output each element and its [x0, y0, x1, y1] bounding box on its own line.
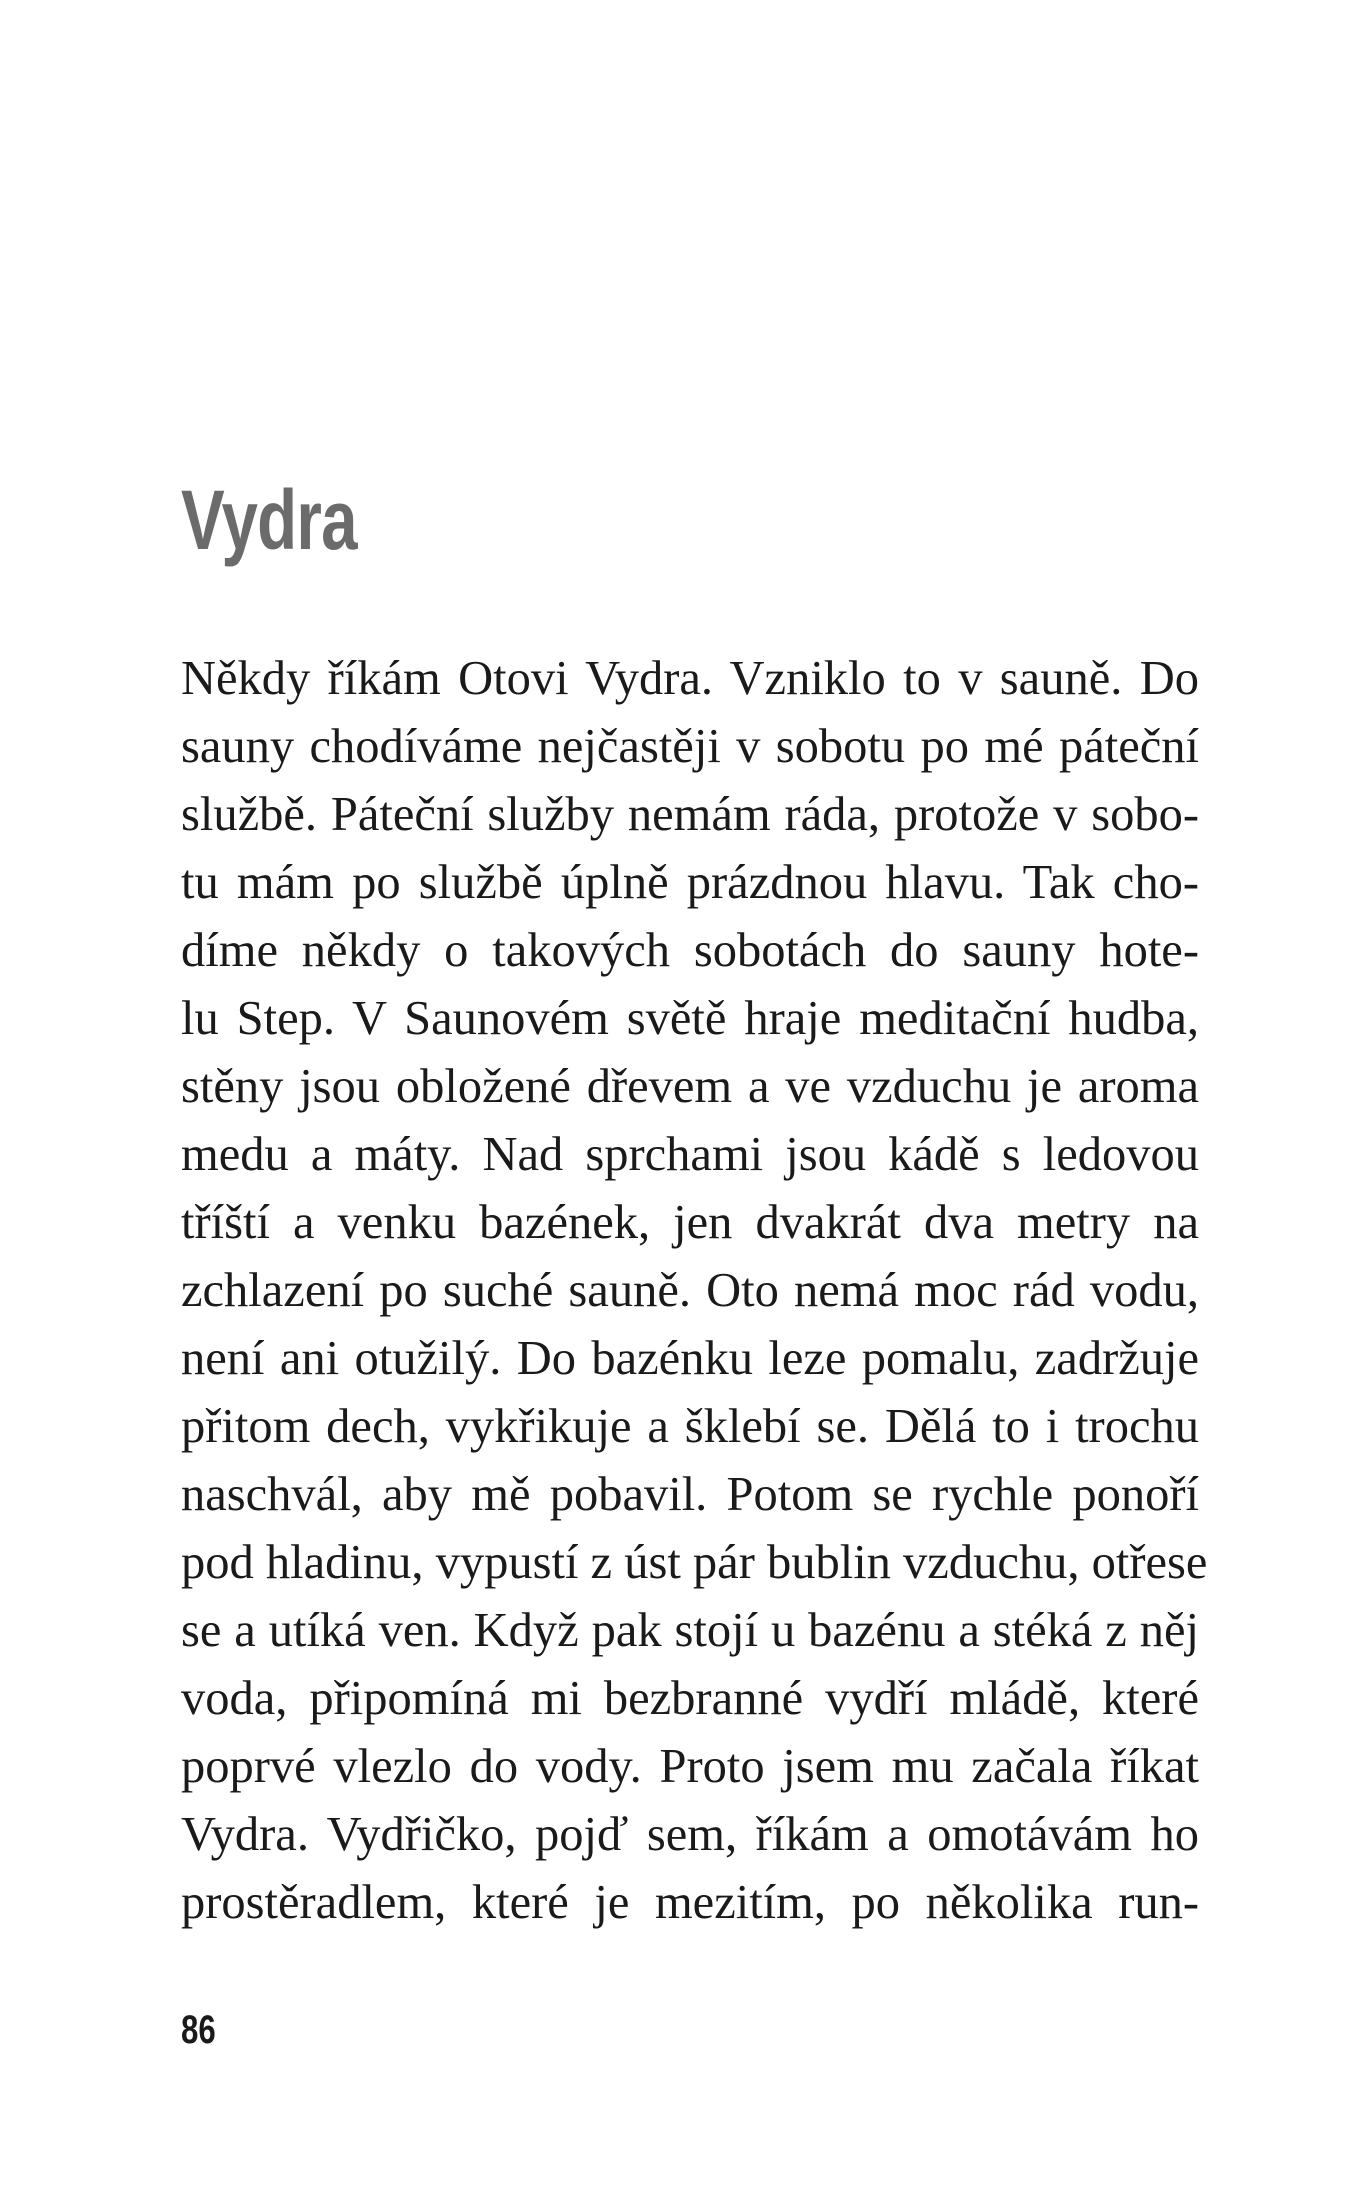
page-number: 86: [181, 2008, 216, 2052]
text-line: tříští a venku bazének, jen dvakrát dva metry na: [181, 1196, 1199, 1249]
text-line: se a utíká ven. Když pak stojí u bazénu a stéká z něj: [181, 1604, 1199, 1657]
text-line: Někdy říkám Otovi Vydra. Vzniklo to v sauně. Do: [181, 652, 1199, 705]
text-line: zchlazení po suché sauně. Oto nemá moc rád vodu,: [181, 1264, 1199, 1317]
text-line: tu mám po službě úplně prázdnou hlavu. Tak cho-: [181, 856, 1199, 909]
text-line: přitom dech, vykřikuje a šklebí se. Dělá to i trochu: [181, 1400, 1199, 1453]
text-line: prostěradlem, které je mezitím, po několika run-: [181, 1876, 1199, 1929]
text-line: pod hladinu, vypustí z úst pár bublin vzduchu, otřese: [181, 1536, 1208, 1589]
text-line: službě. Páteční služby nemám ráda, protože v sobo-: [181, 788, 1199, 841]
text-line: díme někdy o takových sobotách do sauny hote-: [181, 924, 1199, 977]
text-line: sauny chodíváme nejčastěji v sobotu po mé páteční: [181, 720, 1199, 773]
text-line: Vydra. Vydřičko, pojď sem, říkám a omotávám ho: [181, 1808, 1199, 1861]
text-line: lu Step. V Saunovém světě hraje meditační hudba,: [181, 992, 1199, 1045]
chapter-title: Vydra: [181, 473, 357, 567]
text-line: medu a máty. Nad sprchami jsou kádě s ledovou: [181, 1128, 1199, 1181]
text-line: stěny jsou obložené dřevem a ve vzduchu je aroma: [181, 1060, 1199, 1113]
text-line: naschvál, aby mě pobavil. Potom se rychle ponoří: [181, 1468, 1199, 1521]
body-paragraph: [181, 645, 1208, 1937]
text-line: není ani otužilý. Do bazénku leze pomalu, zadržuje: [181, 1332, 1199, 1385]
text-line: voda, připomíná mi bezbranné vydří mládě, které: [181, 1672, 1199, 1725]
text-line: poprvé vlezlo do vody. Proto jsem mu začala říkat: [181, 1740, 1199, 1793]
